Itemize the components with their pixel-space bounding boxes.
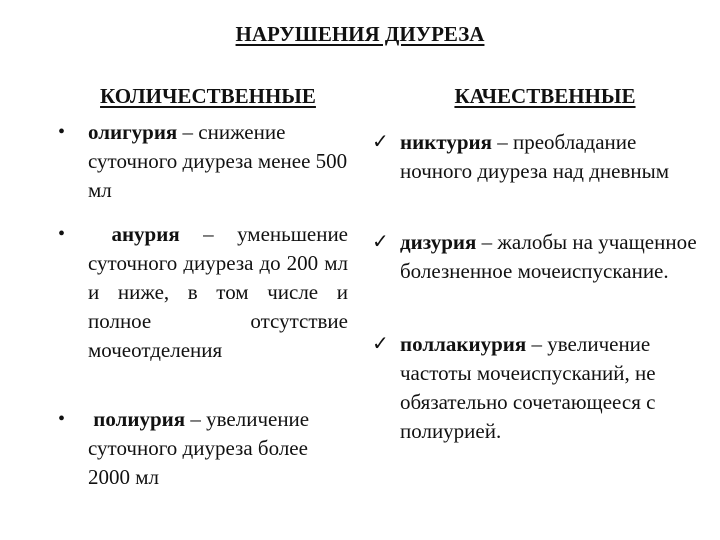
term-anuria: анурия	[111, 222, 180, 246]
bullet-icon: •	[58, 408, 66, 430]
definition-anuria: – уменьшение суточного диуреза до 200 мл и ниже, в том числе и полное отсутствие мочеотделения	[88, 222, 348, 362]
term-dizuria: дизурия	[400, 230, 477, 254]
page-title: НАРУШЕНИЯ ДИУРЕЗА	[235, 22, 485, 46]
checkmark-icon: ✓	[372, 333, 389, 355]
list-item-pollakiuria	[372, 330, 697, 446]
list-item-nikturia	[372, 128, 697, 186]
term-poliuria: полиурия	[93, 407, 186, 431]
definition-pollakiuria: – увеличение частоты мочеиспусканий, не обязательно сочетающееся с полиурией.	[400, 332, 656, 443]
term-oliguria: олигурия	[88, 120, 178, 144]
definition-nikturia: – преобладание ночного диуреза над дневным	[400, 130, 669, 183]
list-item-dizuria	[372, 228, 697, 286]
list-item-anuria	[58, 220, 348, 365]
qualitative-heading: КАЧЕСТВЕННЫЕ	[454, 84, 636, 108]
checkmark-icon: ✓	[372, 231, 389, 253]
list-item-oliguria	[58, 118, 348, 205]
definition-poliuria: – увеличение суточного диуреза более 2000 мл	[88, 407, 310, 489]
list-item-poliuria	[58, 405, 348, 492]
term-nikturia: никтурия	[400, 130, 492, 154]
definition-dizuria: – жалобы на учащенное болезненное мочеиспускание.	[400, 230, 697, 283]
definition-oliguria: – снижение суточного диуреза менее 500 мл	[88, 120, 348, 202]
quantitative-heading: КОЛИЧЕСТВЕННЫЕ	[100, 84, 316, 108]
bullet-icon: •	[58, 223, 66, 245]
term-pollakiuria: поллакиурия	[400, 332, 527, 356]
bullet-icon: •	[58, 121, 66, 143]
checkmark-icon: ✓	[372, 131, 389, 153]
